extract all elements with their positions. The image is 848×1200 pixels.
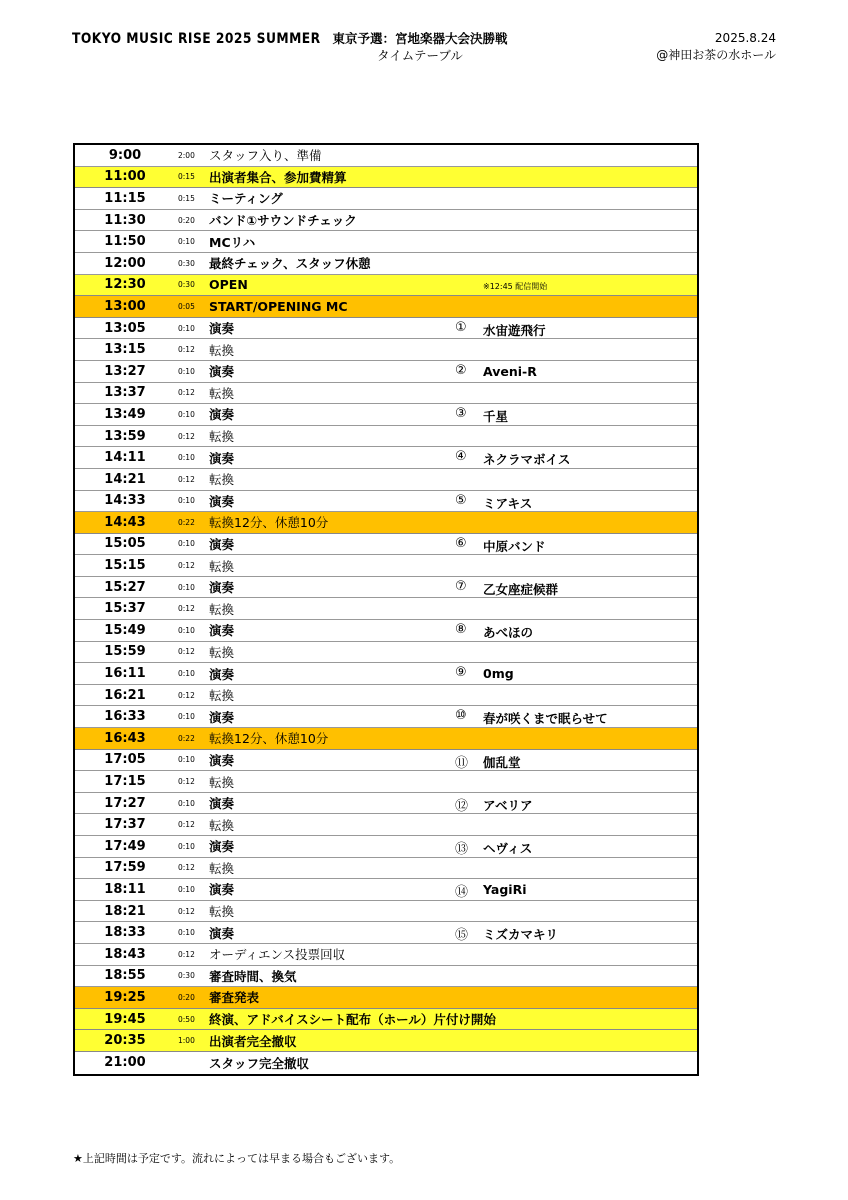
timetable-row: [75, 469, 697, 491]
row-label: 転換: [209, 644, 235, 660]
row-label: 演奏: [209, 666, 235, 682]
row-label: OPEN: [209, 277, 248, 293]
row-duration: 0:10: [178, 409, 195, 419]
row-label: オーディエンス投票回収: [209, 947, 346, 963]
row-label: バンド①サウンドチェック: [209, 213, 357, 229]
row-duration: 0:10: [178, 755, 195, 765]
event-venue: @神田お茶の水ホール: [656, 48, 776, 62]
row-duration: 0:12: [178, 949, 195, 959]
timetable-row: [75, 987, 697, 1009]
row-label: 転換: [209, 817, 235, 833]
row-label: 転換: [209, 558, 235, 574]
row-time: 13:49: [104, 406, 146, 422]
timetable-row: [75, 901, 697, 923]
row-duration: 0:10: [178, 669, 195, 679]
row-time: 16:33: [104, 709, 146, 725]
row-duration: 0:22: [178, 517, 195, 527]
row-time: 15:49: [104, 622, 146, 638]
row-duration: 0:10: [178, 323, 195, 333]
row-time: 15:15: [104, 558, 146, 574]
row-duration: 0:30: [178, 971, 195, 981]
row-label: 出演者集合、参加費精算: [209, 169, 347, 185]
timetable-row: [75, 642, 697, 664]
row-duration: 0:20: [178, 992, 195, 1002]
row-time: 17:05: [104, 752, 146, 768]
row-duration: 0:10: [178, 539, 195, 549]
row-duration: 0:10: [178, 453, 195, 463]
row-time: 16:43: [104, 730, 146, 746]
row-time: 14:21: [104, 471, 146, 487]
row-time: 17:15: [104, 774, 146, 790]
timetable-row: [75, 944, 697, 966]
timetable-row: [75, 685, 697, 707]
row-duration: 0:50: [178, 1014, 195, 1024]
row-label: 転換: [209, 385, 235, 401]
row-duration: 0:12: [178, 345, 195, 355]
performer-name: ミズカマキリ: [483, 927, 559, 943]
performer-name: 乙女座症候群: [483, 581, 559, 597]
performer-name: 水宙遊飛行: [483, 322, 546, 338]
row-duration: 0:30: [178, 280, 195, 290]
timetable-row: [75, 339, 697, 361]
row-note: ※12:45 配信開始: [483, 281, 548, 291]
performer-name: 伽乱堂: [483, 754, 521, 770]
row-duration: 0:10: [178, 366, 195, 376]
timetable-row: [75, 145, 697, 167]
performer-name: 0mg: [483, 666, 514, 682]
row-label: 演奏: [209, 882, 235, 898]
row-time: 13:27: [104, 363, 146, 379]
event-logo: TOKYO MUSIC RISE 2025 SUMMER: [72, 31, 321, 47]
row-duration: 0:12: [178, 388, 195, 398]
row-time: 19:25: [104, 989, 146, 1005]
row-duration: 0:12: [178, 690, 195, 700]
row-duration: 0:12: [178, 906, 195, 916]
timetable: [73, 143, 699, 1076]
row-time: 13:00: [104, 298, 146, 314]
row-time: 16:21: [104, 687, 146, 703]
performer-number: ⑥: [455, 535, 467, 551]
performer-number: ⑮: [455, 928, 469, 944]
row-duration: 2:00: [178, 150, 195, 160]
timetable-row: [75, 296, 697, 318]
timetable-row: [75, 879, 697, 901]
performer-number: ②: [455, 362, 467, 378]
performer-number: ⑨: [455, 665, 467, 681]
row-time: 14:43: [104, 514, 146, 530]
row-duration: 0:10: [178, 884, 195, 894]
row-label: 最終チェック、スタッフ休憩: [209, 256, 371, 272]
row-duration: 0:10: [178, 496, 195, 506]
row-duration: 0:12: [178, 431, 195, 441]
row-label: 演奏: [209, 839, 235, 855]
row-duration: 1:00: [178, 1036, 195, 1046]
row-time: 20:35: [104, 1033, 146, 1049]
row-label: 演奏: [209, 796, 235, 812]
row-label: ミーティング: [209, 191, 283, 207]
timetable-row: [75, 793, 697, 815]
row-time: 15:05: [104, 536, 146, 552]
row-label: 転換: [209, 688, 235, 704]
row-label: 演奏: [209, 580, 235, 596]
row-duration: 0:12: [178, 820, 195, 830]
row-duration: 0:10: [178, 928, 195, 938]
row-label: 演奏: [209, 407, 235, 423]
row-duration: 0:12: [178, 647, 195, 657]
row-label: MCリハ: [209, 234, 256, 250]
row-time: 12:30: [104, 277, 146, 293]
timetable-row: [75, 1030, 697, 1052]
row-time: 19:45: [104, 1011, 146, 1027]
row-duration: 0:12: [178, 561, 195, 571]
row-time: 14:33: [104, 493, 146, 509]
timetable-row: [75, 922, 697, 944]
timetable-row: [75, 555, 697, 577]
title-line-2: タイムテーブル: [377, 48, 463, 63]
timetable-row: [75, 167, 697, 189]
row-label: スタッフ完全撤収: [209, 1055, 310, 1071]
row-time: 9:00: [108, 147, 142, 163]
row-time: 17:49: [104, 838, 146, 854]
row-duration: 0:15: [178, 172, 195, 182]
performer-name: ヘヴィス: [483, 841, 533, 856]
row-time: 11:50: [104, 234, 146, 250]
row-label: 転換: [209, 601, 235, 617]
timetable-row: [75, 404, 697, 426]
row-time: 17:59: [104, 860, 146, 876]
row-duration: 0:10: [178, 841, 195, 851]
row-time: 15:59: [104, 644, 146, 660]
row-time: 18:55: [104, 968, 146, 984]
row-duration: 0:05: [178, 301, 195, 311]
row-time: 15:37: [104, 601, 146, 617]
performer-number: ④: [455, 449, 467, 465]
timetable-row: [75, 210, 697, 232]
row-label: 転換12分、休憩10分: [209, 731, 329, 747]
row-time: 13:59: [104, 428, 146, 444]
row-time: 11:00: [104, 169, 146, 185]
row-label: 終演、アドバイスシート配布（ホール）片付け開始: [209, 1012, 496, 1028]
timetable-row: [75, 706, 697, 728]
row-time: 12:00: [104, 255, 146, 271]
timetable-row: [75, 577, 697, 599]
row-label: スタッフ入り、準備: [209, 148, 322, 164]
row-label: 演奏: [209, 493, 235, 509]
title-line-1: 東京予選：宮地楽器大会決勝戦: [332, 31, 508, 46]
row-label: 演奏: [209, 321, 235, 337]
timetable-row: [75, 663, 697, 685]
performer-number: ⑩: [455, 708, 467, 724]
timetable-row: [75, 426, 697, 448]
row-time: 18:21: [104, 903, 146, 919]
row-time: 13:37: [104, 385, 146, 401]
row-label: 転換: [209, 904, 235, 920]
document-title: [330, 30, 510, 64]
row-label: 出演者完全撤収: [209, 1033, 297, 1049]
performer-number: ③: [455, 406, 467, 422]
performer-name: Aveni-R: [483, 363, 537, 379]
timetable-row: [75, 620, 697, 642]
timetable-row: [75, 598, 697, 620]
performer-number: ①: [455, 319, 467, 335]
timetable-row: [75, 512, 697, 534]
performer-name: ミアキス: [483, 495, 533, 511]
performer-number: ⑭: [455, 885, 469, 901]
performer-name: 中原バンド: [483, 538, 546, 554]
row-label: 演奏: [209, 709, 235, 725]
row-duration: 0:22: [178, 733, 195, 743]
performer-name: アベリア: [483, 797, 533, 813]
row-time: 17:27: [104, 795, 146, 811]
timetable-row: [75, 858, 697, 880]
row-duration: 0:10: [178, 625, 195, 635]
performer-name: ネクラマボイス: [483, 452, 571, 468]
row-time: 18:33: [104, 925, 146, 941]
row-duration: 0:12: [178, 604, 195, 614]
row-duration: 0:10: [178, 237, 195, 247]
timetable-row: [75, 447, 697, 469]
row-duration: 0:10: [178, 798, 195, 808]
timetable-row: [75, 491, 697, 513]
row-duration: 0:12: [178, 474, 195, 484]
performer-number: ⑪: [455, 755, 469, 771]
timetable-row: [75, 1009, 697, 1031]
row-label: 転換12分、休憩10分: [209, 515, 329, 531]
row-label: 演奏: [209, 450, 235, 466]
timetable-row: [75, 275, 697, 297]
performer-name: 春が咲くまで眠らせて: [483, 711, 608, 727]
performer-name: YagiRi: [483, 882, 527, 898]
row-label: 転換: [209, 860, 235, 876]
timetable-row: [75, 361, 697, 383]
timetable-row: [75, 1052, 697, 1074]
row-label: 転換: [209, 342, 235, 358]
row-duration: 0:10: [178, 582, 195, 592]
event-meta: [656, 30, 776, 64]
row-time: 17:37: [104, 817, 146, 833]
timetable-row: [75, 966, 697, 988]
timetable-row: [75, 836, 697, 858]
row-label: 演奏: [209, 623, 235, 639]
performer-number: ⑦: [455, 578, 467, 594]
timetable-row: [75, 188, 697, 210]
row-duration: 0:12: [178, 863, 195, 873]
row-duration: 0:10: [178, 712, 195, 722]
row-duration: 0:15: [178, 193, 195, 203]
row-time: 14:11: [104, 450, 146, 466]
performer-number: ⑫: [455, 798, 469, 814]
timetable-row: [75, 534, 697, 556]
performer-number: ⑧: [455, 622, 467, 638]
row-time: 18:43: [104, 946, 146, 962]
row-label: 審査発表: [209, 990, 260, 1006]
row-time: 16:11: [104, 666, 146, 682]
performer-name: あべほの: [483, 625, 534, 641]
row-label: 転換: [209, 429, 235, 445]
timetable-row: [75, 728, 697, 750]
timetable-row: [75, 318, 697, 340]
row-time: 21:00: [104, 1055, 146, 1071]
timetable-row: [75, 814, 697, 836]
row-time: 15:27: [104, 579, 146, 595]
row-label: 演奏: [209, 752, 235, 768]
row-label: 転換: [209, 774, 235, 790]
row-label: START/OPENING MC: [209, 298, 348, 314]
row-label: 演奏: [209, 536, 235, 552]
performer-name: 千星: [483, 409, 509, 425]
row-label: 転換: [209, 472, 235, 488]
timetable-row: [75, 383, 697, 405]
row-time: 13:15: [104, 342, 146, 358]
row-label: 審査時間、換気: [209, 968, 297, 984]
timetable-row: [75, 771, 697, 793]
performer-number: ⑤: [455, 492, 467, 508]
performer-number: ⑬: [455, 842, 469, 857]
timetable-row: [75, 231, 697, 253]
row-time: 11:15: [104, 190, 146, 206]
row-label: 演奏: [209, 925, 235, 941]
row-time: 13:05: [104, 320, 146, 336]
footer-note: ★上記時間は予定です。流れによっては早まる場合もございます。: [73, 1152, 401, 1165]
row-time: 11:30: [104, 212, 146, 228]
row-time: 18:11: [104, 881, 146, 897]
row-duration: 0:12: [178, 777, 195, 787]
row-label: 演奏: [209, 364, 235, 380]
timetable-row: [75, 750, 697, 772]
row-duration: 0:20: [178, 215, 195, 225]
timetable-row: [75, 253, 697, 275]
row-duration: 0:30: [178, 258, 195, 268]
event-date: 2025.8.24: [714, 31, 776, 45]
